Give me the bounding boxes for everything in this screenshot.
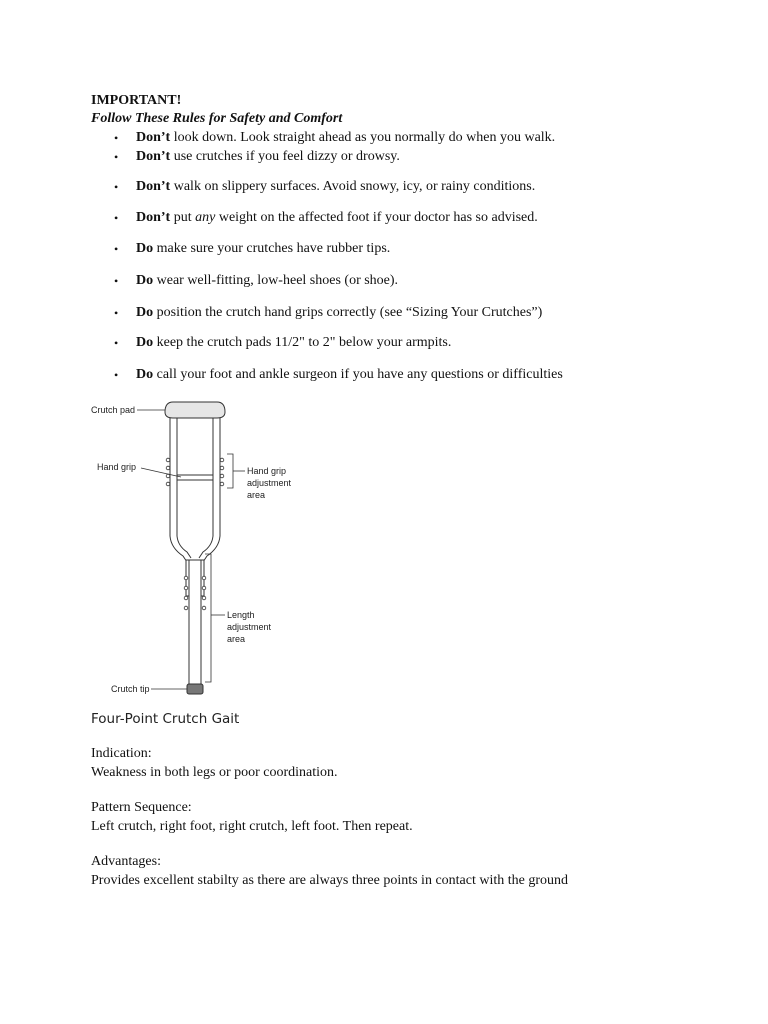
rule-keyword: Don’t xyxy=(136,149,171,164)
bullet-icon: • xyxy=(114,131,119,145)
rule-text xyxy=(136,366,563,384)
crutch-left-rail xyxy=(170,418,187,562)
length-bracket xyxy=(205,554,211,682)
grip-holes xyxy=(166,458,224,486)
rule-keyword: Do xyxy=(136,305,154,320)
bullet-icon: • xyxy=(114,368,119,382)
rule-body: wear well-fitting, low-heel shoes (or shoe). xyxy=(153,273,399,288)
indication-text: Weakness in both legs or poor coordination. xyxy=(91,765,338,780)
advantages-label: Advantages: xyxy=(91,854,161,869)
rule-body: keep the crutch pads 11/2" to 2" below your armpits. xyxy=(153,335,452,350)
gait-title: Four-Point Crutch Gait xyxy=(91,711,240,727)
rule-item xyxy=(114,148,714,166)
rule-body: walk on slippery surfaces. Avoid snowy, icy, or rainy conditions. xyxy=(170,179,536,194)
crutch-right-rail xyxy=(203,418,220,562)
rule-text xyxy=(136,129,555,147)
grip-bracket xyxy=(227,454,233,488)
rule-text xyxy=(136,178,535,196)
label-length-area-2: adjustment xyxy=(227,622,272,632)
bullet-icon: • xyxy=(114,306,119,320)
bullet-icon: • xyxy=(114,180,119,194)
rule-keyword: Do xyxy=(136,273,154,288)
crutch-tip-shape xyxy=(187,684,203,694)
label-crutch-tip: Crutch tip xyxy=(111,684,150,694)
rule-body: use crutches if you feel dizzy or drowsy. xyxy=(170,149,400,164)
rule-text xyxy=(136,272,398,290)
crutch-pad-shape xyxy=(165,402,225,418)
label-grip-area-3: area xyxy=(247,490,266,500)
indication-label: Indication: xyxy=(91,746,152,761)
rule-text xyxy=(136,209,538,227)
rule-text xyxy=(136,304,542,322)
rule-keyword: Don’t xyxy=(136,179,171,194)
label-grip-area-1: Hand grip xyxy=(247,466,287,476)
rule-item xyxy=(114,334,714,352)
rule-keyword: Do xyxy=(136,367,154,382)
crutch-left-rail-inner xyxy=(177,418,191,558)
rule-item xyxy=(114,240,714,258)
rule-item xyxy=(114,178,714,196)
advantages-text: Provides excellent stabilty as there are always three points in contact with the ground xyxy=(91,873,569,888)
rule-body: look down. Look straight ahead as you normally do when you walk. xyxy=(170,130,556,145)
rule-keyword: Don’t xyxy=(136,130,171,145)
bullet-icon: • xyxy=(114,336,119,350)
pattern-text: Left crutch, right foot, right crutch, left foot. Then repeat. xyxy=(91,819,413,834)
rule-body: position the crutch hand grips correctly (see “Sizing Your Crutches”) xyxy=(153,305,543,320)
label-hand-grip: Hand grip xyxy=(97,462,137,472)
important-heading: IMPORTANT! xyxy=(91,93,182,108)
bullet-icon: • xyxy=(114,150,119,164)
rule-text xyxy=(136,148,400,166)
rule-keyword: Do xyxy=(136,241,154,256)
label-crutch-pad: Crutch pad xyxy=(91,405,136,415)
crutch-diagram xyxy=(85,396,315,702)
hand-grip-shape xyxy=(177,475,213,480)
rule-item xyxy=(114,272,714,290)
label-length-area-1: Length xyxy=(227,610,255,620)
crutch-right-rail-inner xyxy=(199,418,213,558)
pattern-label: Pattern Sequence: xyxy=(91,800,192,815)
rule-item xyxy=(114,304,714,322)
bullet-icon: • xyxy=(114,242,119,256)
rule-keyword: Do xyxy=(136,335,154,350)
rule-item xyxy=(114,366,714,384)
rule-body: call your foot and ankle surgeon if you have any questions or difficulties xyxy=(153,367,563,382)
label-grip-area-2: adjustment xyxy=(247,478,292,488)
bullet-icon: • xyxy=(114,211,119,225)
rules-subheading: Follow These Rules for Safety and Comfort xyxy=(91,111,343,126)
rule-text xyxy=(136,334,451,352)
rule-body-end: weight on the affected foot if your doctor has so advised. xyxy=(215,210,538,225)
rule-body: make sure your crutches have rubber tips. xyxy=(153,241,391,256)
label-length-area-3: area xyxy=(227,634,246,644)
rule-item xyxy=(114,209,714,227)
rule-body: put xyxy=(170,210,196,225)
rule-text xyxy=(136,240,390,258)
rule-emphasis: any xyxy=(195,210,216,225)
crutch-lower-leg xyxy=(189,560,201,686)
rule-keyword: Don’t xyxy=(136,210,171,225)
bullet-icon: • xyxy=(114,274,119,288)
rule-item xyxy=(114,129,714,147)
